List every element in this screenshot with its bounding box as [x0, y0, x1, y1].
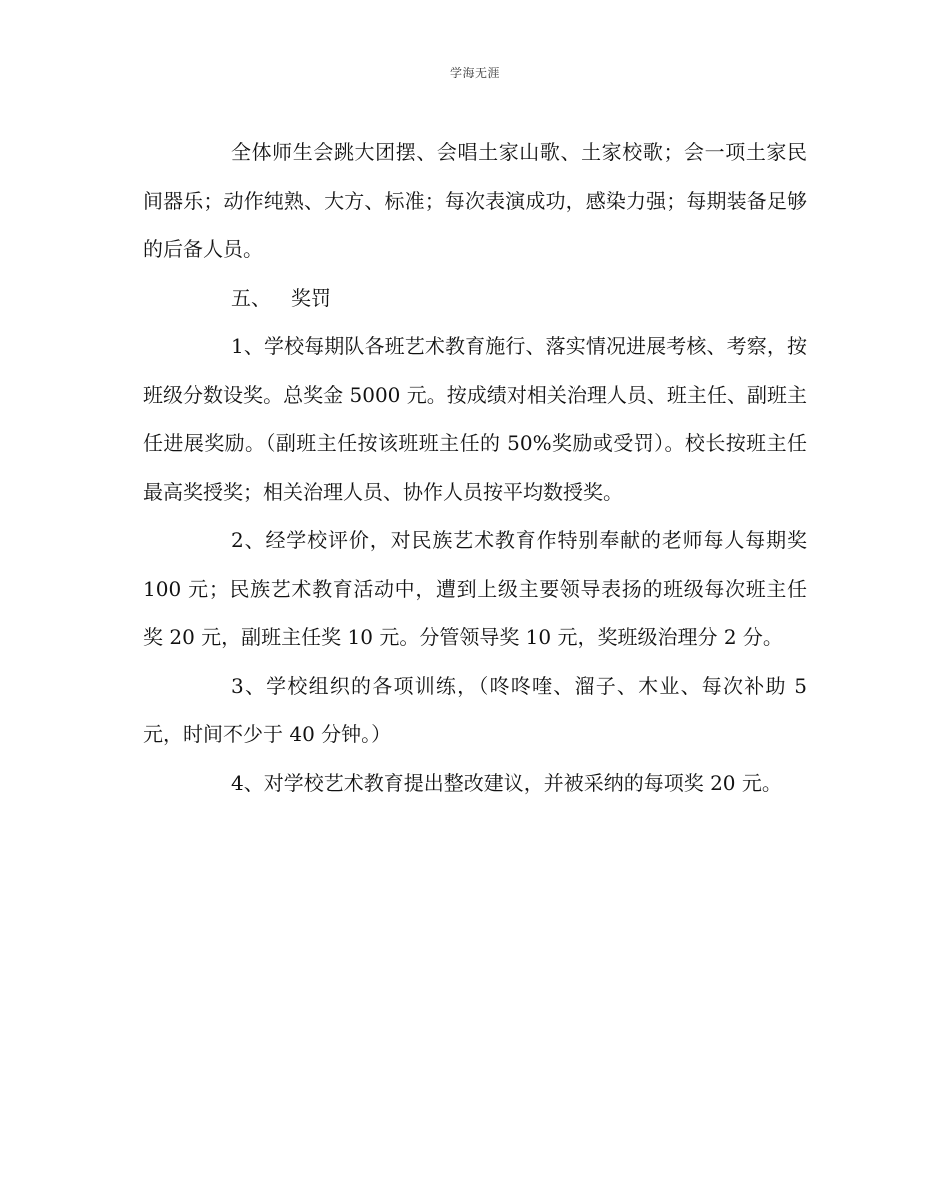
- section-title: 奖罚: [291, 285, 331, 310]
- section-number: 五、: [231, 285, 271, 310]
- page-header: 学海无涯: [449, 66, 500, 80]
- paragraph-performance-requirements: 全体师生会跳大团摆、会唱土家山歌、土家校歌；会一项土家民间器乐；动作纯熟、大方、标准；每次表演成功，感染力强；每期装备足够的后备人员。: [143, 140, 807, 261]
- section-heading-rewards: [143, 274, 807, 323]
- reward-item-4: 4、对学校艺术教育提出整改建议，并被采纳的每项奖 20 元。: [231, 770, 782, 795]
- reward-item-3: 3、学校组织的各项训练，（咚咚喹、溜子、木业、每次补助 5 元，时间不少于 40 分钟。）: [143, 673, 807, 746]
- reward-item-1: 1、学校每期队各班艺术教育施行、落实情况进展考核、考察，按班级分数设奖。总奖金 5000 元。按成绩对相关治理人员、班主任、副班主任进展奖励。（副班主任按该班班主任的 50%奖励或受罚）。校长按班主任最高奖授奖；相关治理人员、协作人员按平均数授奖。: [143, 334, 807, 504]
- document-body: [143, 128, 807, 807]
- reward-item-2: 2、经学校评价，对民族艺术教育作特别奉献的老师每人每期奖 100 元；民族艺术教育活动中，遭到上级主要领导表扬的班级每次班主任奖 20 元，副班主任奖 10 元。分管领导奖 10 元，奖班级治理分 2 分。: [143, 528, 807, 649]
